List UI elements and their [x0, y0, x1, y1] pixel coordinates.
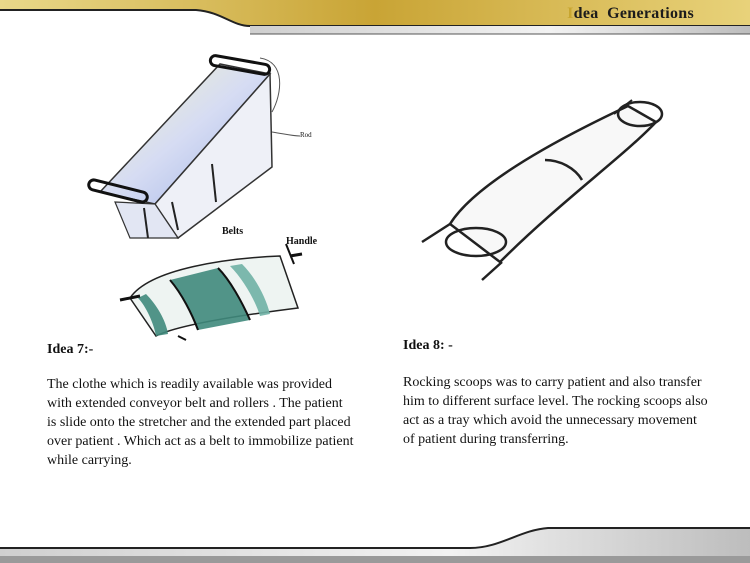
idea8-line: Rocking scoops was to carry patient and also transfer	[403, 375, 702, 390]
idea8-description	[403, 373, 748, 449]
idea8-scoop-sketch	[410, 92, 670, 292]
page-title-initial: I	[567, 5, 574, 22]
idea8-line: act as a tray which avoid the unnecessary movement	[403, 413, 697, 428]
rod-label: Rod	[300, 131, 312, 139]
idea7-heading: Idea 7:-	[47, 342, 94, 357]
idea7-stretcher-sketch	[60, 52, 340, 252]
idea7-line: over patient . Which act as a belt to immobilize patient	[47, 434, 354, 449]
page-title	[567, 5, 694, 23]
idea8-line: him to different surface level. The rocking scoops also	[403, 394, 708, 409]
page-title-rest: dea Generations	[573, 5, 694, 22]
idea7-belt-sketch	[110, 228, 310, 346]
idea8-line: of patient during transferring.	[403, 432, 569, 447]
idea8-heading: Idea 8: -	[403, 338, 453, 353]
handle-label: Handle	[286, 236, 318, 247]
idea7-line: The clothe which is readily available was provided	[47, 377, 332, 392]
idea7-line: with extended conveyor belt and rollers . The patient	[47, 396, 343, 411]
idea7-line: while carrying.	[47, 453, 132, 468]
idea7-line: is slide onto the stretcher and the extended part placed	[47, 415, 351, 430]
belts-label: Belts	[222, 226, 244, 237]
idea7-description	[47, 375, 392, 470]
